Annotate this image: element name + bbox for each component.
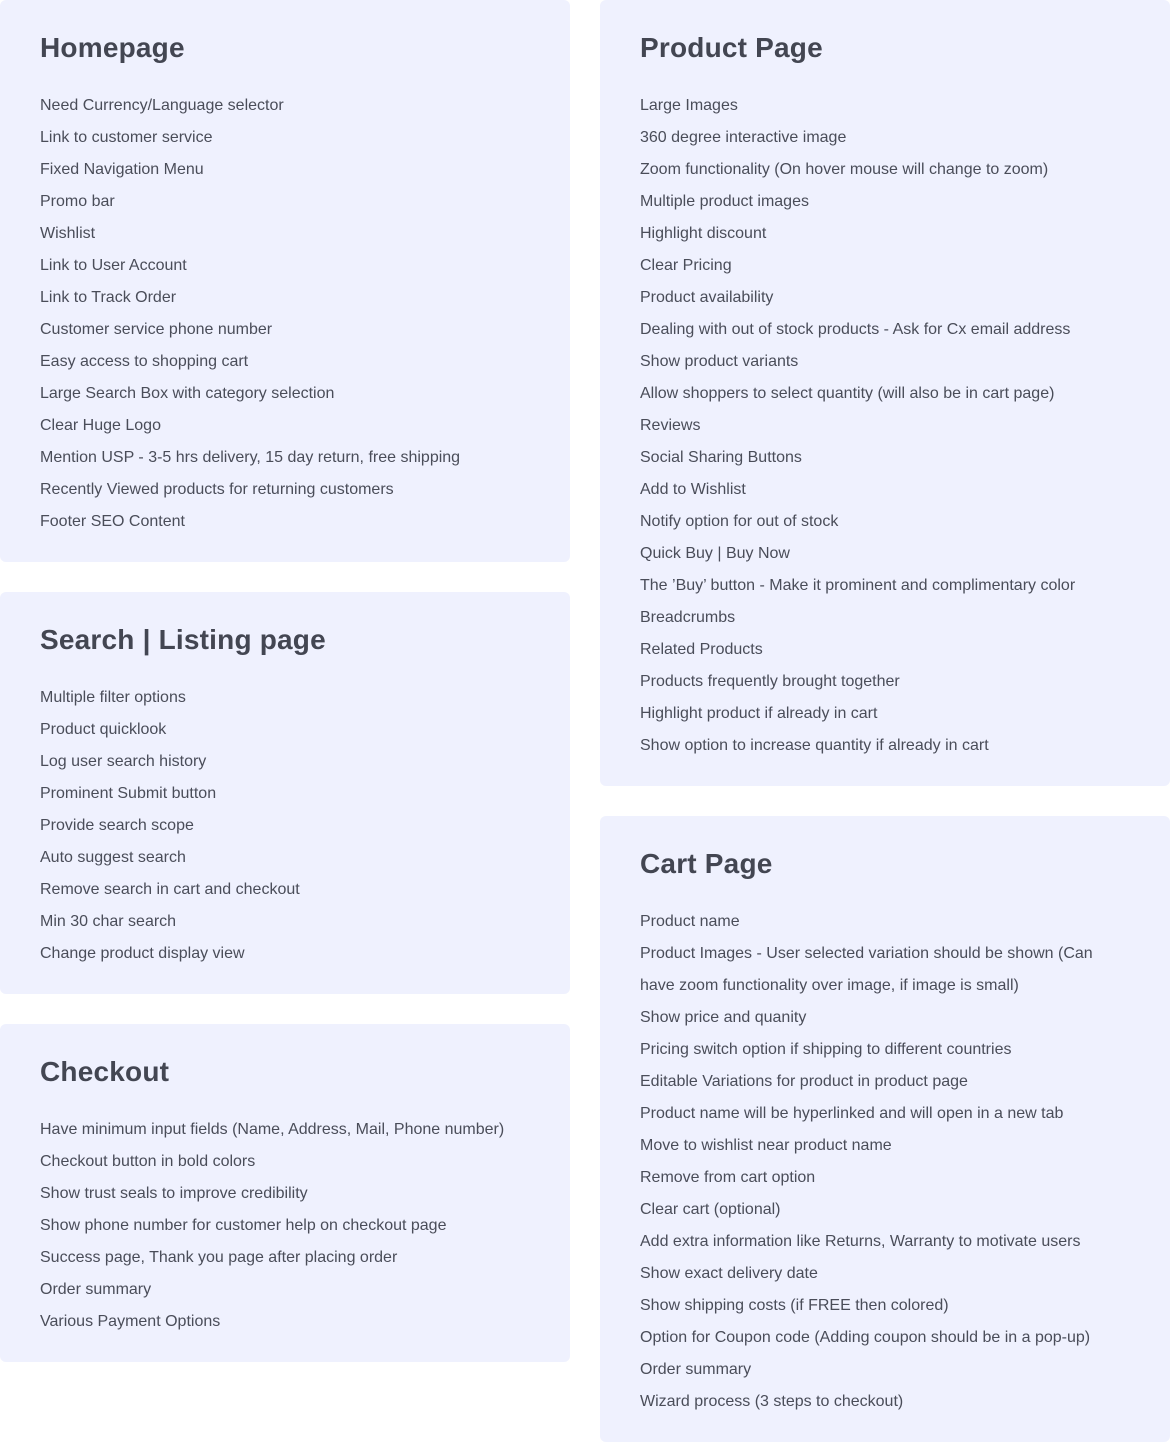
list-item: Wishlist [40,225,96,242]
list-item: Product name will be hyperlinked and will open in a new tab [640,1105,1064,1122]
search-listing-list [40,682,530,970]
list-item: Clear cart (optional) [640,1201,781,1218]
list-item: Allow shoppers to select quantity (will also be in cart page) [640,385,1055,402]
list-item: Order summary [40,1281,152,1298]
list-item: Show option to increase quantity if already in cart [640,737,989,754]
list-item: Pricing switch option if shipping to different countries [640,1041,1012,1058]
list-item: Large Search Box with category selection [40,385,335,402]
homepage-title: Homepage [40,32,185,63]
product-page-title: Product Page [640,32,823,63]
list-item: Various Payment Options [40,1313,221,1330]
list-item: Remove search in cart and checkout [40,881,300,898]
cart-page-title: Cart Page [640,848,773,879]
list-item: Option for Coupon code (Adding coupon should be in a pop-up) [640,1329,1091,1346]
product-page-list [640,90,1130,762]
list-item: Editable Variations for product in product page [640,1073,968,1090]
list-item: Recently Viewed products for returning customers [40,481,394,498]
list-item: Zoom functionality (On hover mouse will change to zoom) [640,161,1049,178]
cart-page-card [600,816,1170,1442]
list-item: Products frequently brought together [640,673,900,690]
list-item: Product Images - User selected variation should be shown (Can have zoom functionality over image, if image is small) [640,945,1093,994]
list-item: Show product variants [640,353,799,370]
list-item: Wizard process (3 steps to checkout) [640,1393,904,1410]
list-item: Multiple product images [640,193,809,210]
search-listing-card [0,592,570,994]
product-page-card [600,0,1170,786]
list-item: Fixed Navigation Menu [40,161,204,178]
list-item: Reviews [640,417,701,434]
list-item: Auto suggest search [40,849,186,866]
list-item: Customer service phone number [40,321,273,338]
list-item: Change product display view [40,945,245,962]
list-item: Link to customer service [40,129,213,146]
list-item: Remove from cart option [640,1169,816,1186]
list-item: Add to Wishlist [640,481,746,498]
list-item: The ’Buy’ button - Make it prominent and complimentary color [640,577,1076,594]
list-item: Dealing with out of stock products - Ask for Cx email address [640,321,1071,338]
list-item: Order summary [640,1361,752,1378]
list-item: Product name [640,913,740,930]
list-item: Related Products [640,641,763,658]
list-item: Prominent Submit button [40,785,217,802]
homepage-card [0,0,570,562]
list-item: Add extra information like Returns, Warranty to motivate users [640,1233,1081,1250]
list-item: Show exact delivery date [640,1265,818,1282]
list-item: Highlight product if already in cart [640,705,878,722]
checkout-title: Checkout [40,1056,170,1087]
list-item: Show trust seals to improve credibility [40,1185,308,1202]
list-item: Large Images [640,97,738,114]
list-item: Have minimum input fields (Name, Address, Mail, Phone number) [40,1121,505,1138]
checkout-list [40,1114,530,1338]
list-item: Breadcrumbs [640,609,736,626]
list-item: Min 30 char search [40,913,177,930]
homepage-list [40,90,530,538]
list-item: Show phone number for customer help on checkout page [40,1217,447,1234]
search-listing-title: Search | Listing page [40,624,326,655]
list-item: 360 degree interactive image [640,129,847,146]
list-item: Easy access to shopping cart [40,353,249,370]
list-item: Social Sharing Buttons [640,449,802,466]
list-item: Quick Buy | Buy Now [640,545,790,562]
list-item: Link to User Account [40,257,187,274]
list-item: Provide search scope [40,817,194,834]
list-item: Checkout button in bold colors [40,1153,256,1170]
list-item: Highlight discount [640,225,767,242]
cart-page-list [640,906,1130,1418]
checkout-card [0,1024,570,1362]
list-item: Footer SEO Content [40,513,185,530]
list-item: Need Currency/Language selector [40,97,284,114]
list-item: Promo bar [40,193,115,210]
list-item: Clear Pricing [640,257,732,274]
list-item: Product quicklook [40,721,167,738]
list-item: Multiple filter options [40,689,186,706]
list-item: Log user search history [40,753,207,770]
list-item: Show price and quanity [640,1009,807,1026]
list-item: Product availability [640,289,774,306]
list-item: Clear Huge Logo [40,417,161,434]
list-item: Show shipping costs (if FREE then colored) [640,1297,949,1314]
list-item: Move to wishlist near product name [640,1137,892,1154]
list-item: Notify option for out of stock [640,513,839,530]
list-item: Link to Track Order [40,289,177,306]
list-item: Mention USP - 3-5 hrs delivery, 15 day return, free shipping [40,449,461,466]
list-item: Success page, Thank you page after placing order [40,1249,398,1266]
